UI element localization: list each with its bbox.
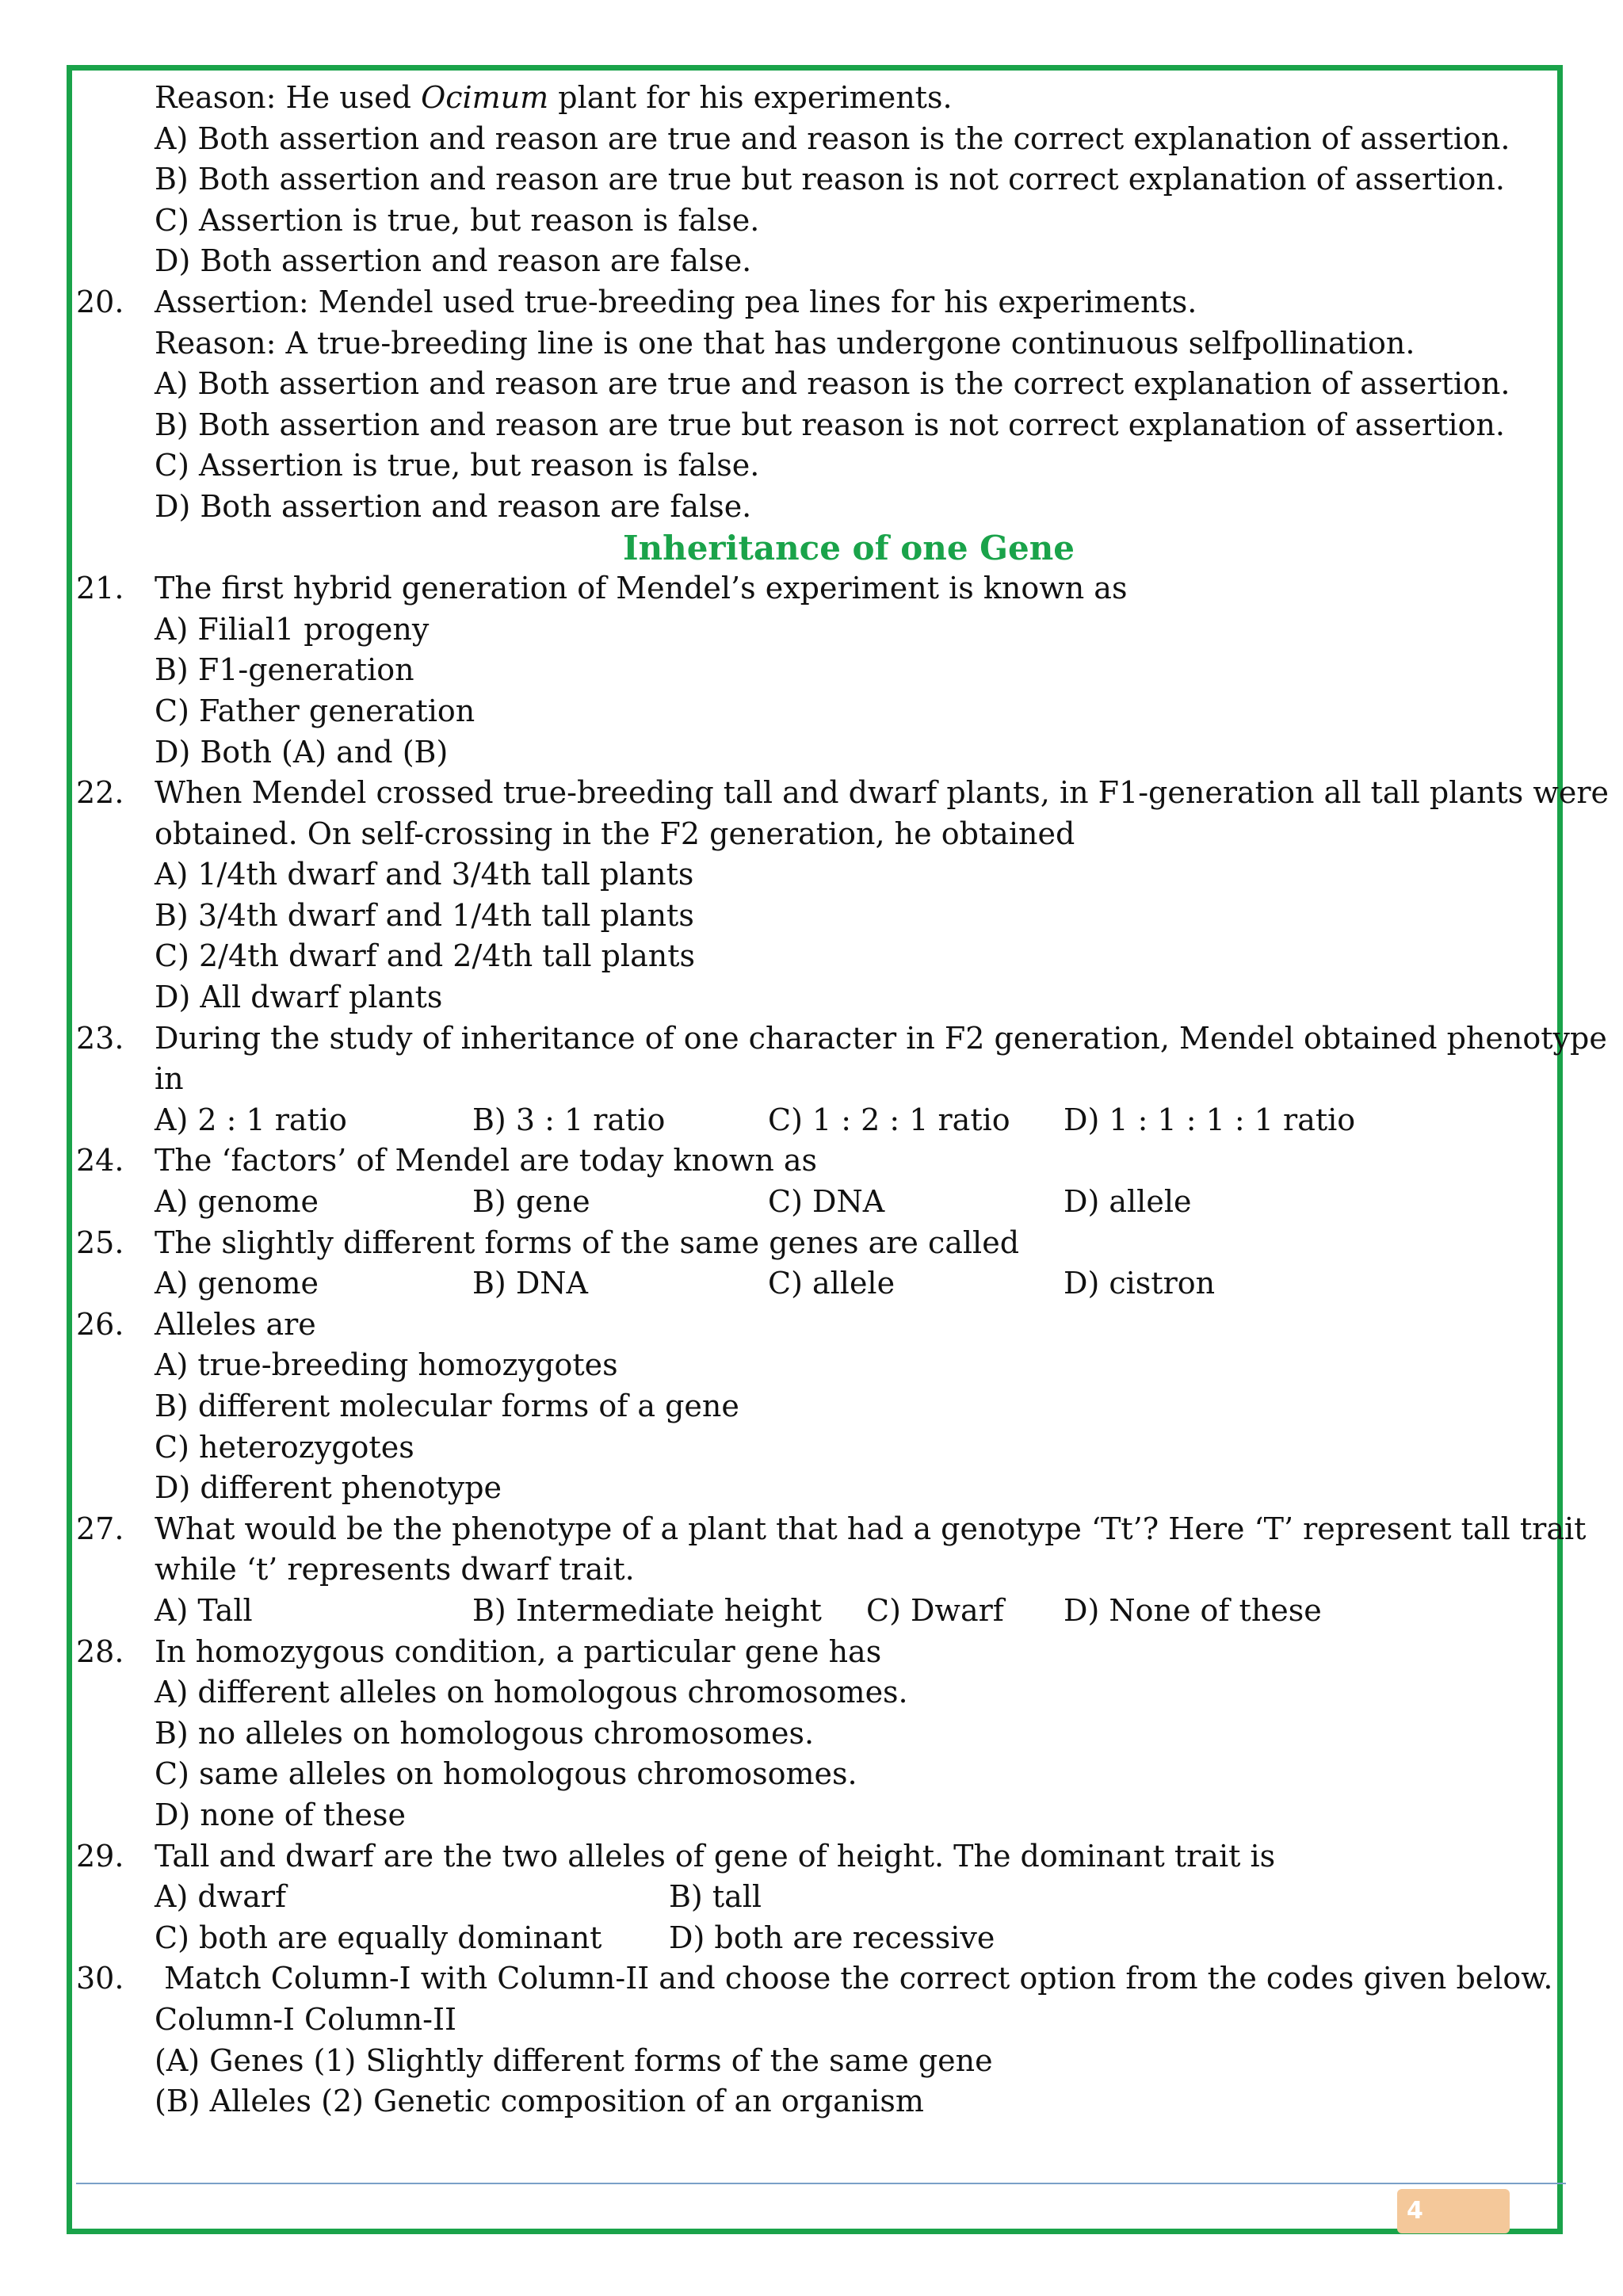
question-number: 27.	[76, 1511, 124, 1546]
q22-option: D) All dwarf plants	[155, 980, 443, 1015]
option: B) gene	[472, 1184, 590, 1220]
q30-column-headers: Column-I Column-II	[155, 2001, 456, 2037]
q29-options-row	[76, 1877, 1550, 1918]
question-number: 22.	[76, 775, 124, 811]
option: D) allele	[1064, 1184, 1192, 1220]
q20-option: D) Both assertion and reason are false.	[155, 488, 752, 524]
q26-option: A) true-breeding homozygotes	[155, 1347, 618, 1383]
q26-stem: 26. Alleles are	[76, 1305, 1550, 1346]
q24-options-row	[76, 1182, 1550, 1223]
q26-option: B) different molecular forms of a gene	[155, 1389, 739, 1423]
q20-option: A) Both assertion and reason are true and reason is the correct explanation of assertion.	[155, 366, 1510, 402]
q19-option: D) Both assertion and reason are false.	[155, 243, 752, 279]
q21-stem: 21. The first hybrid generation of Mendel’s experiment is known as	[76, 568, 1550, 609]
option: B) DNA	[472, 1266, 588, 1301]
q27-stem: 27. What would be the phenotype of a plant that had a genotype ‘Tt’? Here ‘T’ represent tall trait	[76, 1509, 1550, 1550]
q20-option: B) Both assertion and reason are true but reason is not correct explanation of assertion.	[155, 407, 1505, 442]
q23-stem-cont: in	[155, 1061, 184, 1097]
q25-options-row	[76, 1263, 1550, 1305]
q19-option: A) Both assertion and reason are true and reason is the correct explanation of assertion.	[155, 120, 1510, 156]
question-number: 24.	[76, 1143, 124, 1179]
q26-option: C) heterozygotes	[155, 1429, 414, 1465]
option: C) 1 : 2 : 1 ratio	[768, 1102, 1010, 1137]
q28-option: C) same alleles on homologous chromosomes.	[155, 1756, 857, 1792]
question-number: 25.	[76, 1224, 124, 1260]
q25-stem: 25. The slightly different forms of the same genes are called	[76, 1223, 1550, 1264]
q19-reason: Reason: He used Ocimum plant for his experiments.	[155, 80, 953, 115]
q28-option: A) different alleles on homologous chromosomes.	[155, 1675, 908, 1710]
q28-option: B) no alleles on homologous chromosomes.	[155, 1715, 815, 1751]
option: D) cistron	[1064, 1266, 1216, 1301]
q29-options-row	[76, 1918, 1550, 1959]
q23-stem: 23. During the study of inheritance of one character in F2 generation, Mendel obtained phenotype	[76, 1018, 1550, 1060]
option: D) 1 : 1 : 1 : 1 ratio	[1064, 1102, 1356, 1137]
q30-match-row: (A) Genes (1) Slightly different forms of the same gene	[155, 2042, 993, 2078]
q28-stem: 28. In homozygous condition, a particular gene has	[76, 1632, 1550, 1673]
question-number: 28.	[76, 1633, 124, 1669]
q19-option: B) Both assertion and reason are true but reason is not correct explanation of assertion.	[155, 162, 1505, 197]
option: A) Tall	[155, 1592, 253, 1628]
q22-option: C) 2/4th dwarf and 2/4th tall plants	[155, 938, 695, 974]
option: C) Dwarf	[866, 1592, 1004, 1628]
q29-stem: 29. Tall and dwarf are the two alleles of gene of height. The dominant trait is	[76, 1836, 1550, 1878]
q21-option: C) Father generation	[155, 693, 475, 728]
option: C) DNA	[768, 1184, 885, 1220]
q21-option: D) Both (A) and (B)	[155, 734, 449, 770]
q24-stem: 24. The ‘factors’ of Mendel are today known as	[76, 1140, 1550, 1182]
page-number: 4	[1397, 2189, 1510, 2233]
q22-stem: 22. When Mendel crossed true-breeding tall and dwarf plants, in F1-generation all tall plants were	[76, 773, 1550, 814]
q21-option: B) F1-generation	[155, 652, 414, 688]
q27-stem-cont: while ‘t’ represents dwarf trait.	[155, 1552, 635, 1587]
section-heading: Inheritance of one Gene	[622, 528, 1075, 567]
option: D) None of these	[1064, 1592, 1322, 1628]
q21-option: A) Filial1 progeny	[155, 611, 430, 647]
q22-stem-cont: obtained. On self-crossing in the F2 generation, he obtained	[155, 816, 1075, 851]
q27-options-row	[76, 1591, 1550, 1632]
option: C) allele	[768, 1266, 896, 1301]
q22-option: A) 1/4th dwarf and 3/4th tall plants	[155, 857, 694, 892]
option: A) genome	[155, 1184, 319, 1220]
q23-options-row	[76, 1100, 1550, 1141]
q28-option: D) none of these	[155, 1797, 407, 1832]
option: B) 3 : 1 ratio	[472, 1102, 666, 1137]
option: B) Intermediate height	[472, 1592, 822, 1628]
question-number: 20.	[76, 284, 124, 319]
question-number: 30.	[76, 1961, 124, 1996]
q30-stem: 30. Match Column-I with Column-II and choose the correct option from the codes given below.	[76, 1958, 1550, 2000]
q30-match-row: (B) Alleles (2) Genetic composition of an organism	[155, 2084, 924, 2119]
page-content	[76, 78, 1609, 2122]
option: A) genome	[155, 1266, 319, 1301]
q19-option: C) Assertion is true, but reason is false.	[155, 202, 760, 238]
q20-reason: Reason: A true-breeding line is one that has undergone continuous selfpollination.	[155, 325, 1415, 361]
q22-option: B) 3/4th dwarf and 1/4th tall plants	[155, 897, 694, 933]
question-number: 29.	[76, 1838, 124, 1874]
option: C) both are equally dominant	[155, 1920, 602, 1955]
q20-assertion: 20. Assertion: Mendel used true-breeding pea lines for his experiments.	[76, 282, 1550, 323]
option: A) dwarf	[155, 1879, 287, 1915]
option: A) 2 : 1 ratio	[155, 1102, 347, 1137]
q26-option: D) different phenotype	[155, 1470, 502, 1506]
italic-term: Ocimum	[421, 80, 549, 115]
question-number: 26.	[76, 1306, 124, 1342]
footer-rule	[76, 2183, 1566, 2184]
q20-option: C) Assertion is true, but reason is false.	[155, 448, 760, 483]
question-number: 23.	[76, 1020, 124, 1056]
option: B) tall	[669, 1879, 762, 1915]
question-number: 21.	[76, 571, 124, 606]
option: D) both are recessive	[669, 1920, 995, 1955]
